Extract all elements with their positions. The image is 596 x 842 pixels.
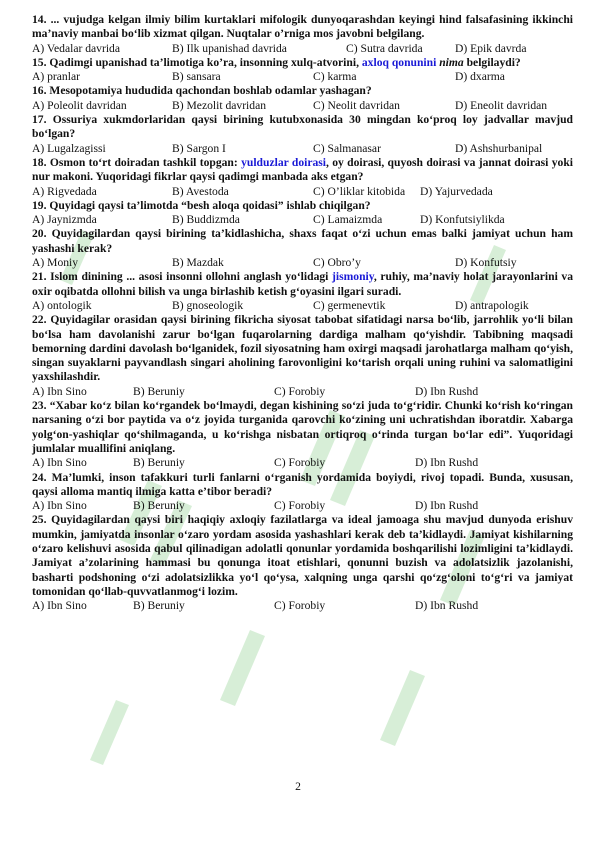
option-b[interactable]: B) gnoseologik: [172, 298, 244, 312]
question-text-end: belgilaydi?: [466, 55, 521, 69]
question-number: 22.: [32, 313, 47, 327]
option-c[interactable]: C) Forobiy: [274, 599, 326, 613]
question-24: [32, 471, 573, 500]
question-text: Quyidagilardan qaysi biri haqiqiy axloqiy fazilatlarga va ideal jamoaga shu mavjud dunyoda erishuv mumkin, jamiyatda insonlar o‘zaro yordam asosida yashashlari kerak deb ta’kidlaydi. Jamiyat kishilarning o‘zaro kelishuvi asosida qabul qilinadigan adolatli qonunlar yordamida boshqarilishi lozimligini ta’kidlaydi. Jamiyat a’zolarining hammasi bu qonunga itoat etishlari, qonunni buzish va adolatsizlik jazolanishi, basharti podshoning o‘zi adolatsizlikka yo‘l qo‘ysa, xalqning unga qarshi qo‘zg‘oloni to‘g‘ri va jamiyat tomonidan qo‘llab-quvvatlanmog‘i lozim.: [32, 513, 573, 598]
question-text-end: , oy doirasi, quyosh doirasi va jannat doirasi yoki nur makoni. Yuqoridagi fikrlar qaysi qadimgi manbada aks etgan?: [32, 155, 574, 184]
options-14: [32, 42, 573, 56]
option-d[interactable]: D) Yajurvedada: [420, 184, 493, 198]
question-22: [32, 313, 573, 384]
question-text: Quyidagilardan qaysi birining ta’kidlashicha, shaxs faqat o‘zi uchun emas balki jamiyat uchun ham yashashi kerak?: [32, 227, 573, 255]
question-number: 18.: [32, 155, 47, 169]
question-text: Quyidagilar orasidan qaysi birining fikricha siyosat tabobat sifatidagi narsa bo‘lib, jarrohlik yo‘li bilan bo‘lsa ham davolanishi zarur bo‘lgan fuqarolarning dardiga malham qo‘yishdir. Tabibning maqsadi bemorning dardini davolash bo‘lganidek, fozil siyosatning ham oxirgi maqsadi jarohatlarga malham qo‘yish, singan suyaklarni payvandlash singari aholining farovonligini ko‘tarish orqali uning ruhini va salomatligini yaxshilashdir.: [32, 313, 573, 384]
highlighted-term: axloq qonunini: [361, 55, 437, 69]
option-d[interactable]: D) Ibn Rushd: [415, 499, 479, 513]
question-17: [32, 113, 573, 142]
question-text: Ossuriya xukmdorlaridan qaysi birining kutubxonasida 30 mingdan ko‘proq loy jadvallar mavjud bo‘lgan?: [32, 113, 573, 141]
option-b[interactable]: B) Beruniy: [133, 384, 185, 398]
question-21: [32, 270, 573, 299]
option-a[interactable]: A) Ibn Sino: [32, 599, 87, 613]
question-number: 17.: [32, 113, 47, 127]
question-text-end: , ruhiy, ma’naviy holat jarayonlarini va oxir oqibatda ollohni bilish va unga birlashib ketish g‘oyasini ilgari suradi.: [32, 270, 573, 298]
options-17: [32, 142, 573, 156]
option-b[interactable]: B) sansara: [172, 70, 221, 84]
question-number: 16.: [32, 84, 47, 98]
option-c[interactable]: C) Forobiy: [274, 384, 326, 398]
question-number: 15.: [32, 55, 47, 69]
option-b[interactable]: B) Beruniy: [133, 499, 185, 513]
option-c[interactable]: C) Obro’y: [313, 256, 361, 270]
option-b[interactable]: B) Sargon I: [172, 141, 226, 155]
option-b[interactable]: B) Mezolit davridan: [172, 98, 267, 112]
option-c[interactable]: C) karma: [313, 70, 357, 84]
options-20: [32, 256, 573, 270]
option-d[interactable]: D) Eneolit davridan: [455, 98, 548, 112]
option-a[interactable]: A) Jaynizmda: [32, 213, 97, 227]
option-c[interactable]: C) Sutra davrida: [346, 41, 423, 55]
option-b[interactable]: B) Beruniy: [133, 456, 185, 470]
option-c[interactable]: C) Lamaizmda: [313, 213, 383, 227]
question-14: [32, 13, 573, 42]
option-a[interactable]: A) Poleolit davridan: [32, 98, 127, 112]
option-b[interactable]: B) Ilk upanishad davrida: [172, 41, 287, 55]
highlighted-term: yulduzlar doirasi: [241, 155, 327, 169]
options-23: [32, 456, 573, 470]
question-text: ... vujudga kelgan ilmiy bilim kurtaklari mifologik dunyoqarashdan keyingi hind falsafasining ikkinchi ma’naviy manbai bo‘lib xizmat qilgan. Nuqtalar o’rniga mos javobni belgilang.: [32, 13, 573, 41]
question-18: [32, 156, 573, 185]
option-a[interactable]: A) Lugalzagissi: [32, 141, 106, 155]
question-16: [32, 84, 573, 98]
question-number: 20.: [32, 227, 47, 241]
option-d[interactable]: D) Ashshurbanipal: [455, 141, 543, 155]
question-number: 14.: [32, 13, 47, 26]
option-d[interactable]: D) Epik davrda: [455, 41, 527, 55]
question-number: 24.: [32, 470, 47, 484]
question-text: Mesopotamiya hududida qachondan boshlab odamlar yashagan?: [49, 84, 372, 98]
option-c[interactable]: C) O’liklar kitobida: [313, 184, 406, 198]
question-number: 25.: [32, 513, 47, 527]
question-text: Quyidagi qaysi ta’limotda “besh aloqa qoidasi” ishlab chiqilgan?: [49, 198, 371, 212]
option-b[interactable]: B) Buddizmda: [172, 213, 240, 227]
options-25: [32, 599, 573, 613]
options-24: [32, 499, 573, 513]
option-d[interactable]: D) Konfutsiy: [455, 256, 517, 270]
option-d[interactable]: D) Ibn Rushd: [415, 456, 479, 470]
question-sheet: [32, 13, 573, 613]
option-d[interactable]: D) Ibn Rushd: [415, 384, 479, 398]
option-c[interactable]: C) Forobiy: [274, 456, 326, 470]
question-text: Islom dinining ... asosi insonni ollohni anglash yo‘lidagi: [50, 270, 329, 284]
option-d[interactable]: D) dxarma: [455, 70, 505, 84]
question-20: [32, 227, 573, 256]
option-c[interactable]: C) Salmanasar: [313, 141, 381, 155]
option-a[interactable]: A) ontologik: [32, 298, 92, 312]
emphasized-word: nima: [439, 55, 464, 69]
question-text: Osmon to‘rt doiradan tashkil topgan:: [49, 155, 238, 169]
page-number: 2: [295, 780, 301, 793]
question-text: Ma’lumki, inson tafakkuri turli fanlarni o‘rganish yordamida boyiydi, rivoj topadi. Bunda, xususan, qaysi alloma mantiq ilmiga katta e’tibor beradi?: [32, 470, 573, 498]
question-15: [32, 56, 573, 70]
highlighted-term: jismoniy: [332, 270, 374, 284]
option-a[interactable]: A) pranlar: [32, 70, 80, 84]
options-15: [32, 70, 573, 84]
option-a[interactable]: A) Rigvedada: [32, 184, 97, 198]
options-21: [32, 299, 573, 313]
question-number: 19.: [32, 198, 47, 212]
option-b[interactable]: B) Avestoda: [172, 184, 229, 198]
option-d[interactable]: D) Konfutsiylikda: [420, 213, 505, 227]
question-25: [32, 513, 573, 599]
question-19: [32, 199, 573, 213]
option-a[interactable]: A) Vedalar davrida: [32, 41, 120, 55]
option-c[interactable]: C) germenevtik: [313, 298, 386, 312]
question-number: 21.: [32, 270, 47, 284]
option-a[interactable]: A) Ibn Sino: [32, 456, 87, 470]
option-a[interactable]: A) Ibn Sino: [32, 384, 87, 398]
options-19: [32, 213, 573, 227]
options-22: [32, 385, 573, 399]
question-text: “Xabar ko‘z bilan ko‘rgandek bo‘lmaydi, degan kishining so‘zi juda to‘g‘ridir. Chunki ko‘rish ko‘ringan narsaning o‘zi bor paytida va o‘z joyida turganida qarovchi ko‘zining uni uchratishdan iboratdir. Xabarga yolg‘on-yashiqlar qo‘shilmaganda, u ko‘rishga nisbatan ortiqroq o‘rinda turgan bo‘lar edi”. Yuqoridagi jumlalar muallifini aniqlang.: [32, 399, 573, 455]
option-b[interactable]: B) Mazdak: [172, 256, 224, 270]
question-number: 23.: [32, 399, 47, 413]
question-23: [32, 399, 573, 456]
option-b[interactable]: B) Beruniy: [133, 599, 185, 613]
option-d[interactable]: D) Ibn Rushd: [415, 599, 479, 613]
option-a[interactable]: A) Ibn Sino: [32, 499, 87, 513]
option-c[interactable]: C) Forobiy: [274, 499, 326, 513]
options-16: [32, 99, 573, 113]
option-d[interactable]: D) antrapologik: [455, 298, 529, 312]
option-c[interactable]: C) Neolit davridan: [313, 98, 400, 112]
question-text: Qadimgi upanishad ta’limotiga ko’ra, insonning xulq-atvorini,: [49, 55, 359, 69]
option-a[interactable]: A) Moniy: [32, 256, 79, 270]
options-18: [32, 185, 573, 199]
